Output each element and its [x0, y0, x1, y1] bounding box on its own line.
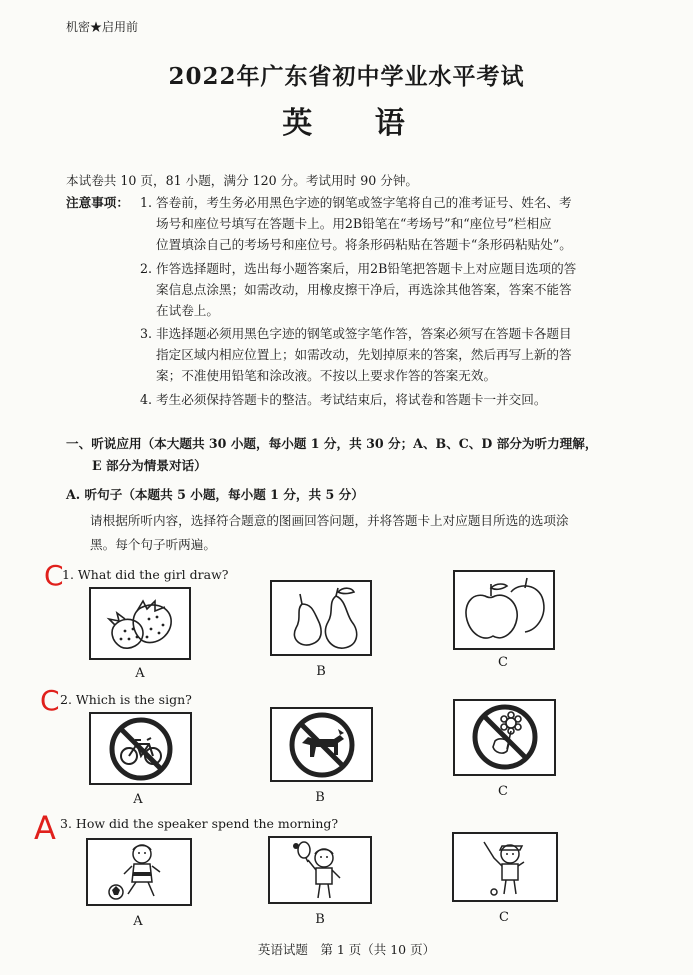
section-1-heading-cont: E 部分为情景对话）: [92, 458, 207, 473]
exam-title: 2022年广东省初中学业水平考试: [168, 63, 525, 90]
no-dogs-sign-icon: [272, 709, 371, 780]
note-line: 案；不准使用铅笔和涂改液。不按以上要求作答的答案无效。: [156, 368, 497, 383]
pear-icon: [272, 582, 370, 654]
note-line: 案信息点涂黑；如需改动，用橡皮擦干净后，再选涂其他答案，答案不能答: [156, 282, 572, 297]
confidential-label: 机密★启用前: [66, 20, 139, 34]
part-a-instruction-cont: 黑。每个句子听两遍。: [90, 537, 216, 552]
boy-tennis-icon: [270, 838, 370, 902]
option-b-image[interactable]: [268, 836, 372, 904]
note-line: 考生必须保持答题卡的整洁。考试结束后，将试卷和答题卡一并交回。: [156, 392, 547, 407]
option-a-label: A: [133, 792, 143, 807]
question-number: 1.: [62, 567, 74, 582]
question-text: Which is the sign?: [75, 692, 192, 707]
boy-football-icon: [88, 840, 190, 904]
option-c-image[interactable]: [452, 832, 558, 902]
question-3: [60, 816, 338, 831]
note-number: 1.: [140, 195, 153, 210]
option-c-label: C: [499, 910, 509, 925]
option-a-image[interactable]: [89, 712, 192, 785]
option-c-image[interactable]: [453, 570, 555, 650]
note-item-4: [140, 389, 546, 410]
page-footer: 英语试题 第 1 页（共 10 页）: [257, 942, 436, 957]
exam-intro: 本试卷共 10 页，81 小题，满分 120 分。考试用时 90 分钟。: [66, 173, 419, 188]
handwritten-answer-q3: A: [34, 809, 56, 847]
option-b-label: B: [316, 664, 326, 679]
note-item-3: [140, 323, 572, 386]
apple-icon: [455, 572, 553, 648]
part-a-instruction: 请根据所听内容，选择符合题意的图画回答问题，并将答题卡上对应题目所选的选项涂: [90, 513, 569, 528]
note-line: 指定区域内相应位置上；如需改动，先划掉原来的答案，然后再写上新的答: [156, 347, 572, 362]
question-number: 3.: [60, 816, 72, 831]
option-b-label: B: [315, 912, 325, 927]
option-b-image[interactable]: [270, 707, 373, 782]
question-number: 2.: [60, 692, 72, 707]
handwritten-answer-q2: C: [40, 684, 60, 717]
handwritten-answer-q1: C: [44, 559, 64, 592]
note-item-2: [140, 258, 576, 321]
notes-label: 注意事项：: [66, 195, 129, 210]
option-c-label: C: [498, 655, 508, 670]
option-a-label: A: [135, 666, 145, 681]
option-a-label: A: [133, 914, 143, 929]
question-text: What did the girl draw?: [77, 567, 229, 582]
no-bicycle-sign-icon: [91, 714, 190, 783]
note-line: 答卷前，考生务必用黑色字迹的钢笔或签字笔将自己的准考证号、姓名、考: [156, 195, 572, 210]
note-line: 在试卷上。: [156, 303, 219, 318]
note-item-1: [140, 192, 572, 255]
note-line: 位置填涂自己的考场号和座位号。将条形码粘贴在答题卡“条形码粘贴处”。: [156, 237, 572, 252]
note-line: 作答选择题时，选出每小题答案后，用2B铅笔把答题卡上对应题目选项的答: [156, 261, 577, 276]
option-a-image[interactable]: [89, 587, 191, 660]
note-line: 场号和座位号填写在答题卡上。用2B铅笔在“考场号”和“座位号”栏相应: [156, 216, 552, 231]
section-1-heading: 一、听说应用（本大题共 30 小题，每小题 1 分，共 30 分；A、B、C、D 部分为听力理解，: [66, 436, 598, 451]
part-a-heading: A. 听句子（本题共 5 小题，每小题 1 分，共 5 分）: [66, 487, 364, 502]
option-b-label: B: [315, 790, 325, 805]
note-number: 4.: [140, 392, 153, 407]
option-a-image[interactable]: [86, 838, 192, 906]
option-c-image[interactable]: [453, 699, 556, 776]
option-c-label: C: [498, 784, 508, 799]
option-b-image[interactable]: [270, 580, 372, 656]
strawberry-icon: [91, 589, 189, 658]
note-number: 3.: [140, 326, 153, 341]
question-1: [62, 567, 228, 582]
question-text: How did the speaker spend the morning?: [75, 816, 339, 831]
boy-golf-icon: [454, 834, 556, 900]
question-2: [60, 692, 192, 707]
subject-title: 英 语: [282, 106, 431, 141]
no-picking-flowers-sign-icon: [455, 701, 554, 774]
note-number: 2.: [140, 261, 153, 276]
note-line: 非选择题必须用黑色字迹的钢笔或签字笔作答，答案必须写在答题卡各题目: [156, 326, 572, 341]
